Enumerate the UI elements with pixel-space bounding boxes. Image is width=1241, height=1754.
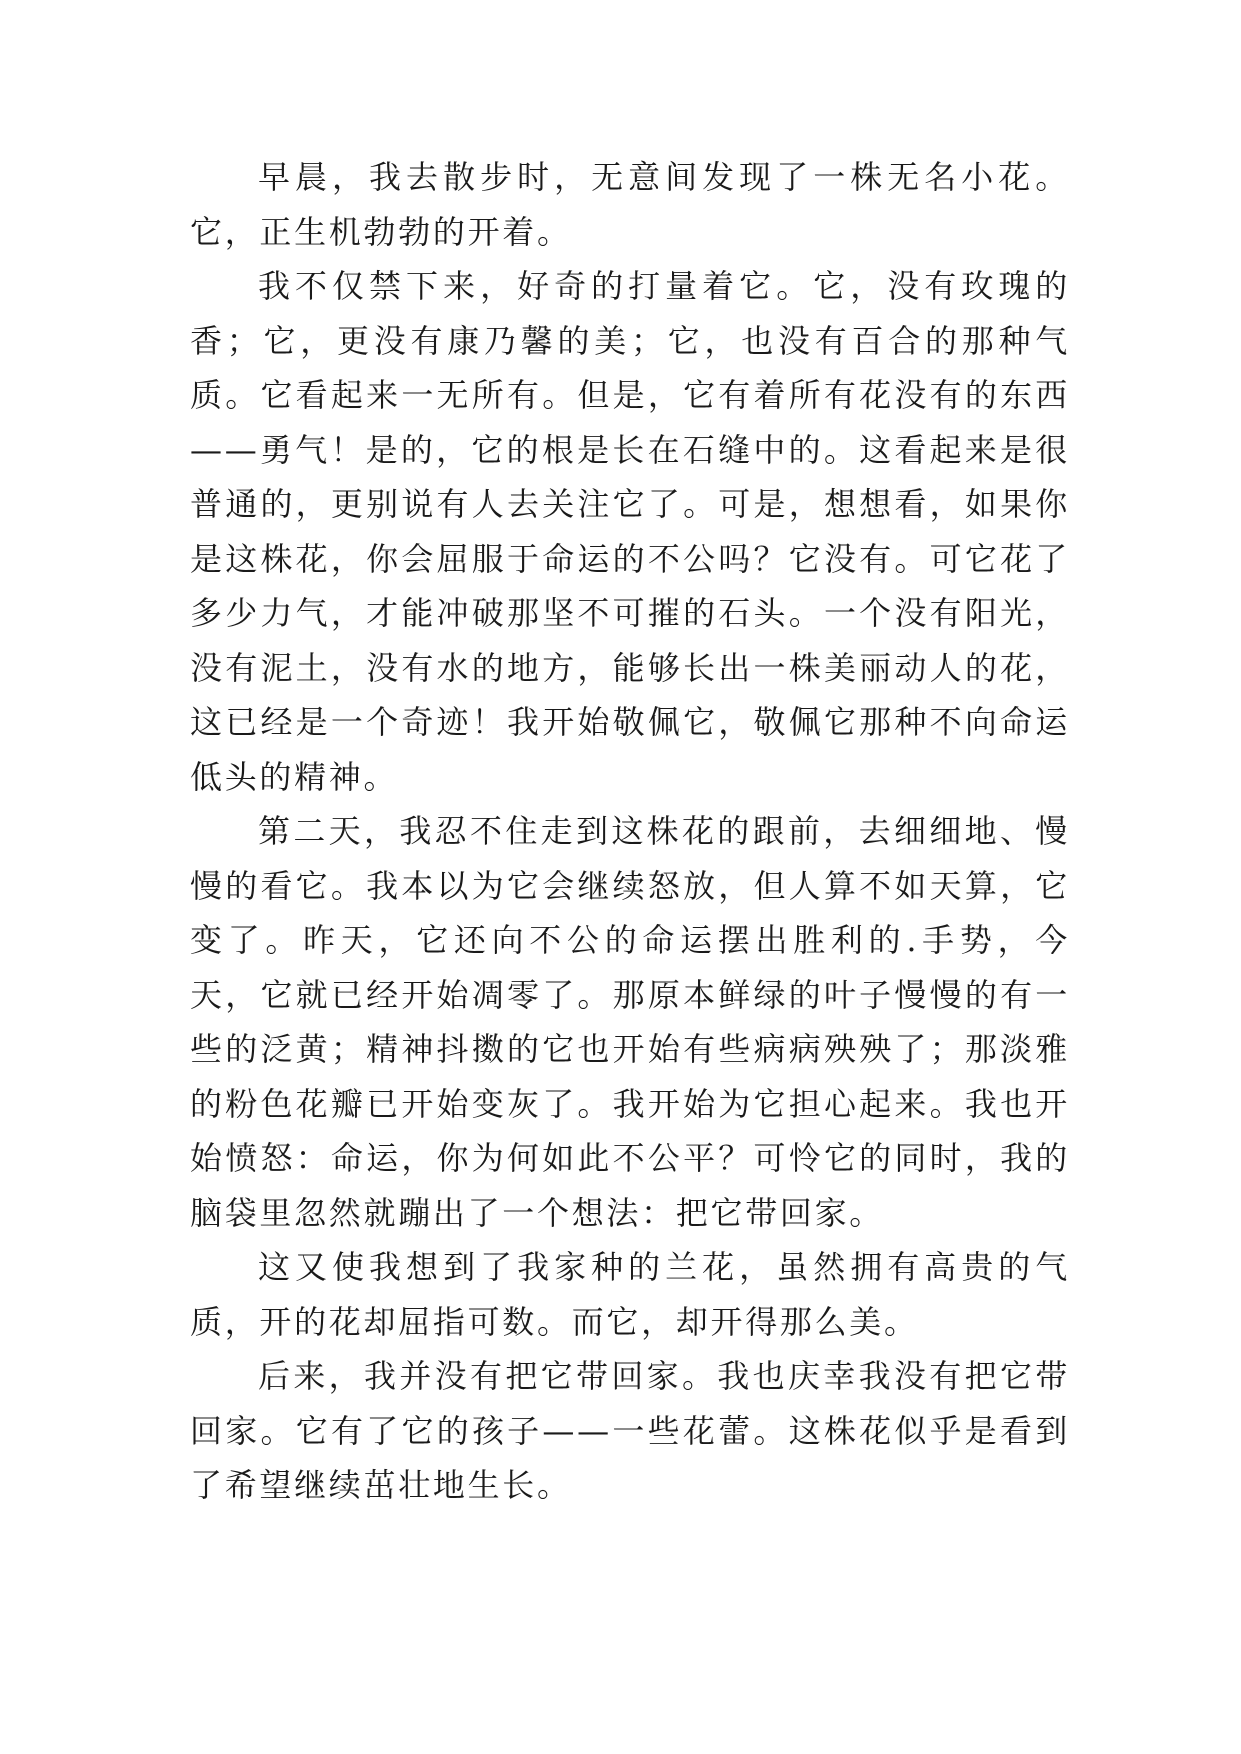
paragraph-3: 第二天，我忍不住走到这株花的跟前，去细细地、慢慢的看它。我本以为它会继续怒放，但人算不如天算，它变了。昨天，它还向不公的命运摆出胜利的.手势，今天，它就已经开始凋零了。那原本鲜绿的叶子慢慢的有一些的泛黄；精神抖擞的它也开始有些病病殃殃了；那淡雅的粉色花瓣已开始变灰了。我开始为它担心起来。我也开始愤怒：命运，你为何如此不公平？可怜它的同时，我的脑袋里忽然就蹦出了一个想法：把它带回家。 [190, 812, 1070, 1232]
paragraph-2: 我不仅禁下来，好奇的打量着它。它，没有玫瑰的香；它，更没有康乃馨的美；它，也没有百合的那种气质。它看起来一无所有。但是，它有着所有花没有的东西——勇气！是的，它的根是长在石缝中的。这看起来是很普通的，更别说有人去关注它了。可是，想想看，如果你是这株花，你会屈服于命运的不公吗？它没有。可它花了多少力气，才能冲破那坚不可摧的石头。一个没有阳光，没有泥土，没有水的地方，能够长出一株美丽动人的花，这已经是一个奇迹！我开始敬佩它，敬佩它那种不向命运低头的精神。 [190, 267, 1070, 796]
paragraph-5: 后来，我并没有把它带回家。我也庆幸我没有把它带回家。它有了它的孩子——一些花蕾。这株花似乎是看到了希望继续茁壮地生长。 [190, 1357, 1070, 1504]
document-body [190, 150, 1070, 1513]
paragraph-4: 这又使我想到了我家种的兰花，虽然拥有高贵的气质，开的花却屈指可数。而它，却开得那么美。 [190, 1248, 1070, 1341]
paragraph-1: 早晨，我去散步时，无意间发现了一株无名小花。它，正生机勃勃的开着。 [190, 158, 1070, 251]
